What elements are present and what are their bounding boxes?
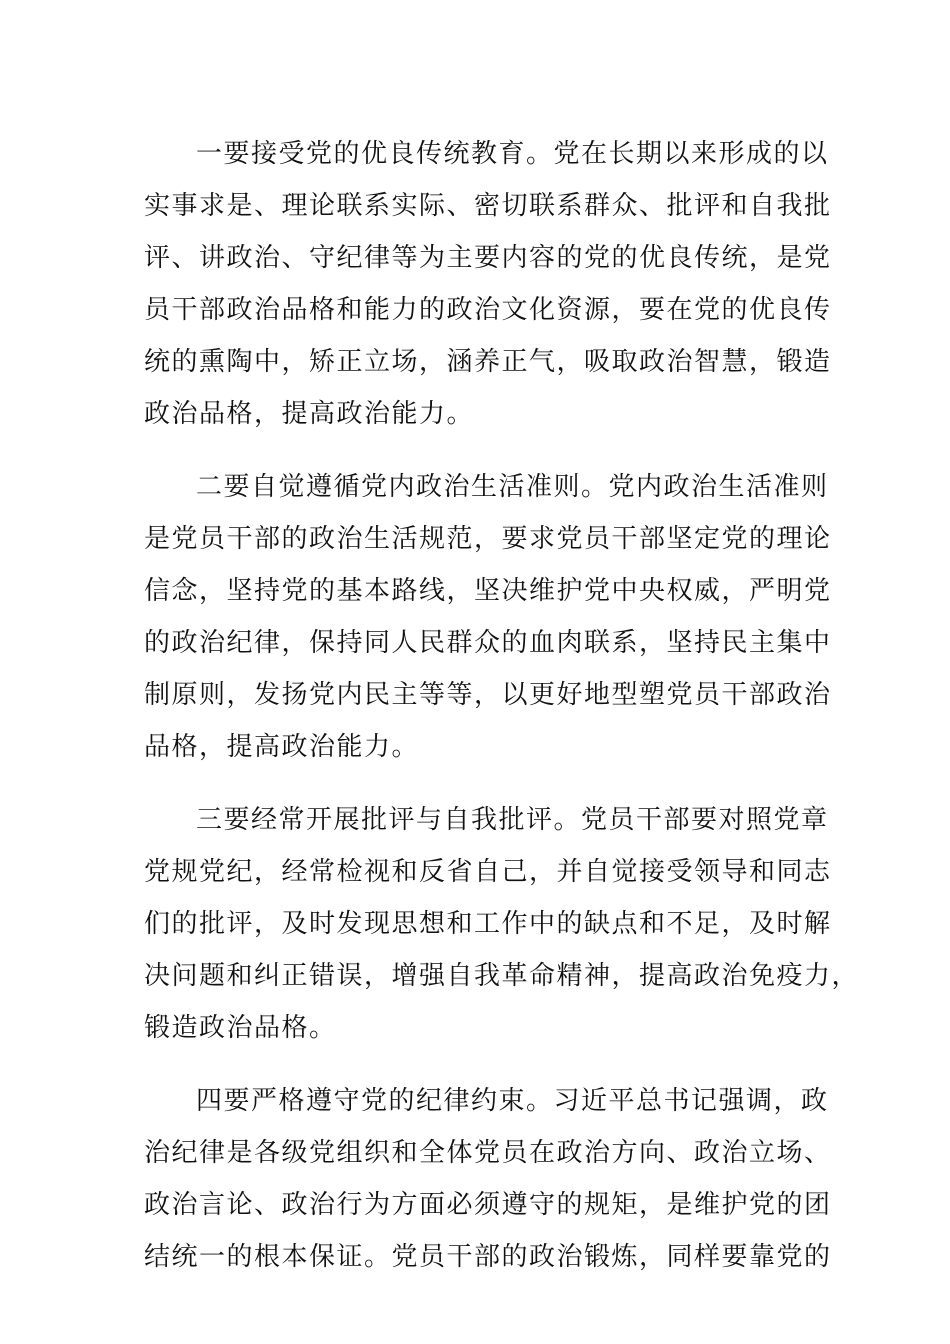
paragraph-line: 党规党纪，经常检视和反省自己，并自觉接受领导和同志 <box>144 857 832 887</box>
paragraph-line: 的政治纪律，保持同人民群众的血肉联系，坚持民主集中 <box>144 628 832 658</box>
paragraph-4 <box>144 1075 832 1283</box>
paragraph-2 <box>144 461 832 773</box>
paragraph-line: 信念，坚持党的基本路线，坚决维护党中央权威，严明党 <box>144 576 832 606</box>
paragraph-line: 制原则，发扬党内民主等等，以更好地型塑党员干部政治 <box>144 680 832 710</box>
paragraph-line: 实事求是、理论联系实际、密切联系群众、批评和自我批 <box>144 191 832 221</box>
paragraph-line: 结统一的根本保证。党员干部的政治锻炼，同样要靠党的 <box>144 1242 832 1272</box>
paragraph-line: 决问题和纠正错误，增强自我革命精神，提高政治免疫力， <box>144 961 860 991</box>
paragraph-line: 评、讲政治、守纪律等为主要内容的党的优良传统，是党 <box>144 243 832 273</box>
paragraph-line: 品格，提高政治能力。 <box>144 732 420 762</box>
paragraph-line: 锻造政治品格。 <box>144 1013 337 1043</box>
paragraph-line: 三要经常开展批评与自我批评。党员干部要对照党章 <box>196 805 829 835</box>
document-body <box>144 128 860 1304</box>
paragraph-line: 治纪律是各级党组织和全体党员在政治方向、政治立场、 <box>144 1138 832 1168</box>
paragraph-line: 政治言论、政治行为方面必须遵守的规矩，是维护党的团 <box>144 1190 832 1220</box>
paragraph-3 <box>144 794 860 1054</box>
paragraph-1 <box>144 128 832 440</box>
paragraph-line: 是党员干部的政治生活规范，要求党员干部坚定党的理论 <box>144 524 832 554</box>
paragraph-line: 员干部政治品格和能力的政治文化资源，要在党的优良传 <box>144 295 832 325</box>
paragraph-line: 政治品格，提高政治能力。 <box>144 399 475 429</box>
paragraph-line: 们的批评，及时发现思想和工作中的缺点和不足，及时解 <box>144 909 832 939</box>
paragraph-line: 统的熏陶中，矫正立场，涵养正气，吸取政治智慧，锻造 <box>144 347 832 377</box>
paragraph-line: 二要自觉遵循党内政治生活准则。党内政治生活准则 <box>196 472 829 502</box>
paragraph-line: 一要接受党的优良传统教育。党在长期以来形成的以 <box>196 139 829 169</box>
paragraph-line: 四要严格遵守党的纪律约束。习近平总书记强调，政 <box>196 1086 829 1116</box>
